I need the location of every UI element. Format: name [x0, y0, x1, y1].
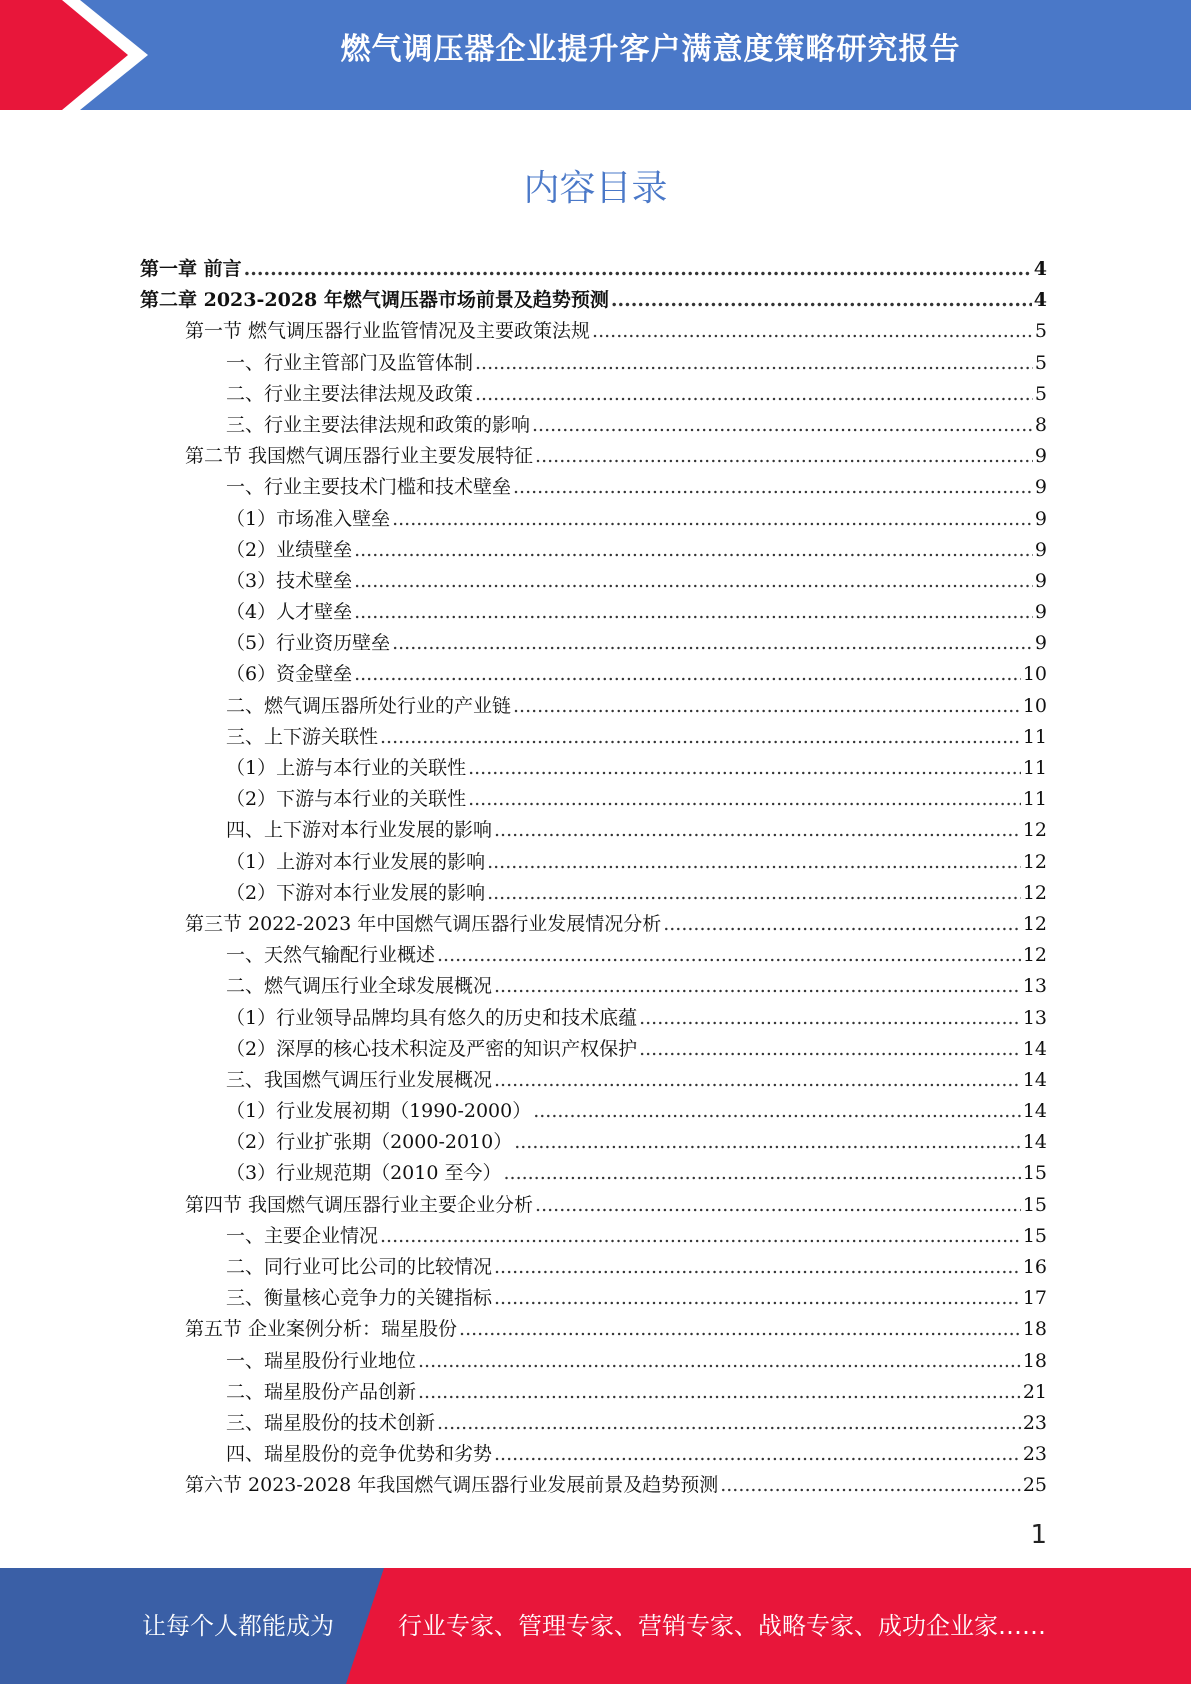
- toc-entry[interactable]: [140, 254, 1047, 285]
- toc-entry[interactable]: [140, 597, 1047, 628]
- toc-entry-page: 5: [1034, 320, 1047, 343]
- toc-entry[interactable]: [140, 722, 1047, 753]
- footer-slogan-right: 行业专家、管理专家、营销专家、战略专家、成功企业家……: [398, 1612, 1046, 1640]
- toc-entry-title: （1）市场准入壁垒: [226, 507, 391, 530]
- toc-entry-page: 12: [1022, 819, 1047, 842]
- toc-entry[interactable]: [140, 1346, 1047, 1377]
- toc-entry-page: 12: [1022, 912, 1047, 935]
- toc-entry-page: 23: [1022, 1411, 1047, 1434]
- toc-entry-page: 11: [1022, 725, 1047, 748]
- toc-entry-page: 17: [1022, 1287, 1047, 1310]
- toc-entry[interactable]: [140, 472, 1047, 503]
- toc-entry[interactable]: [140, 878, 1047, 909]
- toc-entry-title: 三、上下游关联性: [226, 725, 379, 748]
- toc-entry[interactable]: [140, 847, 1047, 878]
- toc-entry-page: 10: [1022, 694, 1047, 717]
- toc-entry-page: 5: [1034, 382, 1047, 405]
- toc-entry-page: 9: [1034, 632, 1047, 655]
- toc-entry-title: 四、瑞星股份的竞争优势和劣势: [226, 1443, 493, 1466]
- toc-leader-dots: [380, 1225, 1021, 1247]
- toc-entry-title: （3）技术壁垒: [226, 569, 353, 592]
- toc-leader-dots: [720, 1474, 1021, 1496]
- toc-entry-title: 一、天然气输配行业概述: [226, 944, 436, 967]
- toc-entry-title: 二、瑞星股份产品创新: [226, 1380, 417, 1403]
- toc-leader-dots: [354, 601, 1033, 623]
- toc-entry[interactable]: [140, 1377, 1047, 1408]
- toc-entry-title: 三、行业主要法律法规和政策的影响: [226, 413, 531, 436]
- toc-leader-dots: [437, 1412, 1021, 1434]
- toc-entry-title: 一、瑞星股份行业地位: [226, 1349, 417, 1372]
- toc-entry-title: （2）下游对本行业发展的影响: [226, 881, 486, 904]
- toc-leader-dots: [663, 913, 1021, 935]
- toc-entry-page: 12: [1022, 881, 1047, 904]
- toc-entry-title: 一、行业主管部门及监管体制: [226, 351, 474, 374]
- toc-entry-page: 18: [1022, 1318, 1047, 1341]
- toc-leader-dots: [244, 258, 1032, 280]
- toc-entry-title: （5）行业资历壁垒: [226, 632, 391, 655]
- toc-entry-title: （1）行业领导品牌均具有悠久的历史和技术底蕴: [226, 1006, 638, 1029]
- toc-entry-title: （1）上游对本行业发展的影响: [226, 850, 486, 873]
- toc-entry-page: 9: [1034, 601, 1047, 624]
- toc-entry-title: 二、同行业可比公司的比较情况: [226, 1256, 493, 1278]
- toc-entry[interactable]: [140, 566, 1047, 597]
- toc-entry-page: 11: [1022, 788, 1047, 811]
- toc-leader-dots: [354, 570, 1033, 592]
- toc-leader-dots: [494, 1069, 1021, 1091]
- page-number: 1: [1030, 1520, 1047, 1550]
- toc-entry-title: 一、行业主要技术门槛和技术壁垒: [226, 476, 512, 499]
- toc-leader-dots: [494, 819, 1021, 841]
- toc-entry[interactable]: [140, 628, 1047, 659]
- toc-leader-dots: [487, 851, 1021, 873]
- toc-entry[interactable]: [140, 940, 1047, 971]
- toc-heading: 内容目录: [523, 168, 668, 209]
- toc-entry-title: （1）上游与本行业的关联性: [226, 757, 467, 779]
- toc-entry[interactable]: [140, 1158, 1047, 1189]
- toc-leader-dots: [503, 1162, 1020, 1184]
- toc-entry[interactable]: [140, 1065, 1047, 1096]
- toc-leader-dots: [532, 414, 1033, 436]
- toc-leader-dots: [494, 975, 1021, 997]
- page-footer: [0, 1568, 1191, 1684]
- toc-leader-dots: [513, 476, 1033, 498]
- toc-leader-dots: [437, 944, 1021, 966]
- toc-entry[interactable]: [140, 410, 1047, 441]
- toc-leader-dots: [418, 1350, 1021, 1372]
- toc-leader-dots: [487, 882, 1021, 904]
- toc-entry-page: 21: [1022, 1380, 1047, 1403]
- toc-entry-page: 23: [1022, 1443, 1047, 1466]
- toc-entry-title: 一、主要企业情况: [226, 1224, 379, 1247]
- toc-entry[interactable]: [140, 348, 1047, 379]
- toc-entry-page: 9: [1034, 445, 1047, 468]
- toc-entry-title: 第四节 我国燃气调压器行业主要企业分析: [185, 1193, 534, 1216]
- toc-entry-title: 四、上下游对本行业发展的影响: [226, 819, 493, 842]
- toc-entry-title: 二、燃气调压行业全球发展概况: [226, 975, 493, 998]
- toc-entry-page: 14: [1022, 1100, 1047, 1123]
- toc-entry-page: 14: [1022, 1131, 1047, 1154]
- toc-leader-dots: [418, 1381, 1021, 1403]
- toc-entry-page: 13: [1022, 975, 1047, 998]
- toc-entry[interactable]: [140, 1127, 1047, 1158]
- toc-entry-title: （2）业绩壁垒: [226, 538, 353, 561]
- toc-entry-page: 18: [1022, 1349, 1047, 1372]
- toc-entry-page: 8: [1034, 413, 1047, 436]
- toc-entry-title: 三、我国燃气调压行业发展概况: [226, 1068, 493, 1091]
- toc-entry-title: 二、行业主要法律法规及政策: [226, 382, 474, 405]
- toc-entry-page: 15: [1022, 1162, 1047, 1185]
- toc-leader-dots: [639, 1007, 1021, 1029]
- toc-entry[interactable]: [140, 1221, 1047, 1252]
- toc-leader-dots: [535, 445, 1033, 467]
- toc-entry-title: 第五节 企业案例分析：瑞星股份: [185, 1318, 458, 1341]
- toc-entry[interactable]: [140, 1190, 1047, 1221]
- toc-entry-title: 三、瑞星股份的技术创新: [226, 1411, 436, 1434]
- toc-entry-title: （2）深厚的核心技术积淀及严密的知识产权保护: [226, 1037, 638, 1060]
- toc-entry-title: （2）行业扩张期（2000-2010）: [226, 1131, 513, 1154]
- toc-entry-page: 25: [1022, 1474, 1047, 1497]
- toc-entry[interactable]: [140, 815, 1047, 846]
- toc-entry[interactable]: [140, 971, 1047, 1002]
- toc-leader-dots: [639, 1038, 1021, 1060]
- toc-entry-title: （4）人才壁垒: [226, 601, 353, 624]
- toc-entry[interactable]: [140, 441, 1047, 472]
- toc-entry-title: （1）行业发展初期（1990-2000）: [226, 1100, 532, 1123]
- toc-entry[interactable]: [140, 379, 1047, 410]
- toc-entry[interactable]: [140, 1034, 1047, 1065]
- toc-entry[interactable]: [140, 1096, 1047, 1127]
- toc-leader-dots: [475, 352, 1033, 374]
- toc-entry-title: 第六节 2023-2028 年我国燃气调压器行业发展前景及趋势预测: [185, 1474, 719, 1497]
- page-header: [0, 0, 1191, 110]
- toc-leader-dots: [380, 726, 1021, 748]
- toc-leader-dots: [611, 289, 1032, 311]
- toc-entry[interactable]: [140, 1003, 1047, 1034]
- toc-leader-dots: [468, 788, 1021, 810]
- toc-entry-page: 10: [1022, 663, 1047, 686]
- toc-entry-title: 第一节 燃气调压器行业监管情况及主要政策法规: [185, 320, 591, 343]
- toc-entry[interactable]: [140, 659, 1047, 690]
- toc-entry[interactable]: [140, 504, 1047, 535]
- toc-entry-title: 三、衡量核心竞争力的关键指标: [226, 1287, 493, 1310]
- toc-entry-title: 第三节 2022-2023 年中国燃气调压器行业发展情况分析: [185, 912, 662, 935]
- toc-entry[interactable]: [140, 316, 1047, 347]
- toc-entry-title: （3）行业规范期（2010 至今）: [226, 1162, 502, 1185]
- toc-entry[interactable]: [140, 753, 1047, 784]
- table-of-contents: [140, 254, 1047, 1502]
- toc-leader-dots: [494, 1287, 1021, 1309]
- toc-leader-dots: [354, 539, 1033, 561]
- toc-entry-page: 4: [1033, 289, 1047, 312]
- toc-entry-page: 12: [1022, 944, 1047, 967]
- toc-entry-page: 14: [1022, 1068, 1047, 1091]
- toc-entry-page: 15: [1022, 1193, 1047, 1216]
- toc-entry[interactable]: [140, 285, 1047, 316]
- toc-entry[interactable]: [140, 784, 1047, 815]
- toc-entry-title: （6）资金壁垒: [226, 663, 353, 686]
- toc-entry-page: 5: [1034, 351, 1047, 374]
- toc-leader-dots: [354, 663, 1021, 685]
- toc-entry-page: 4: [1033, 258, 1047, 280]
- toc-leader-dots: [392, 508, 1033, 530]
- toc-entry[interactable]: [140, 909, 1047, 940]
- toc-leader-dots: [533, 1100, 1021, 1122]
- toc-leader-dots: [514, 1131, 1021, 1153]
- toc-leader-dots: [494, 1443, 1021, 1465]
- toc-entry[interactable]: [140, 1314, 1047, 1345]
- toc-leader-dots: [535, 1194, 1021, 1216]
- toc-entry-page: 12: [1022, 850, 1047, 873]
- toc-entry-page: 9: [1034, 569, 1047, 592]
- report-title: 燃气调压器企业提升客户满意度策略研究报告: [340, 32, 961, 67]
- toc-entry[interactable]: [140, 691, 1047, 722]
- toc-entry[interactable]: [140, 1408, 1047, 1439]
- toc-entry-page: 13: [1022, 1006, 1047, 1029]
- toc-entry-page: 11: [1022, 757, 1047, 779]
- toc-entry-page: 16: [1022, 1256, 1047, 1278]
- toc-entry-title: （2）下游与本行业的关联性: [226, 788, 467, 811]
- toc-entry[interactable]: [140, 535, 1047, 566]
- toc-leader-dots: [592, 320, 1033, 342]
- toc-leader-dots: [392, 632, 1033, 654]
- toc-entry[interactable]: [140, 1283, 1047, 1314]
- toc-entry-page: 9: [1034, 476, 1047, 499]
- toc-entry[interactable]: [140, 1252, 1047, 1283]
- footer-slogan-left: 让每个人都能成为: [142, 1612, 334, 1640]
- toc-entry-title: 二、燃气调压器所处行业的产业链: [226, 694, 512, 717]
- toc-entry-title: 第二章 2023-2028 年燃气调压器市场前景及趋势预测: [140, 289, 609, 312]
- toc-entry-page: 14: [1022, 1037, 1047, 1060]
- toc-entry-title: 第一章 前言: [140, 258, 242, 280]
- toc-leader-dots: [475, 383, 1033, 405]
- toc-leader-dots: [459, 1318, 1021, 1340]
- toc-entry[interactable]: [140, 1439, 1047, 1470]
- toc-entry-page: 9: [1034, 507, 1047, 530]
- toc-entry[interactable]: [140, 1470, 1047, 1501]
- toc-entry-page: 15: [1022, 1224, 1047, 1247]
- toc-leader-dots: [494, 1256, 1021, 1278]
- toc-leader-dots: [513, 695, 1021, 717]
- toc-entry-page: 9: [1034, 538, 1047, 561]
- toc-entry-title: 第二节 我国燃气调压器行业主要发展特征: [185, 445, 534, 468]
- toc-leader-dots: [468, 757, 1021, 779]
